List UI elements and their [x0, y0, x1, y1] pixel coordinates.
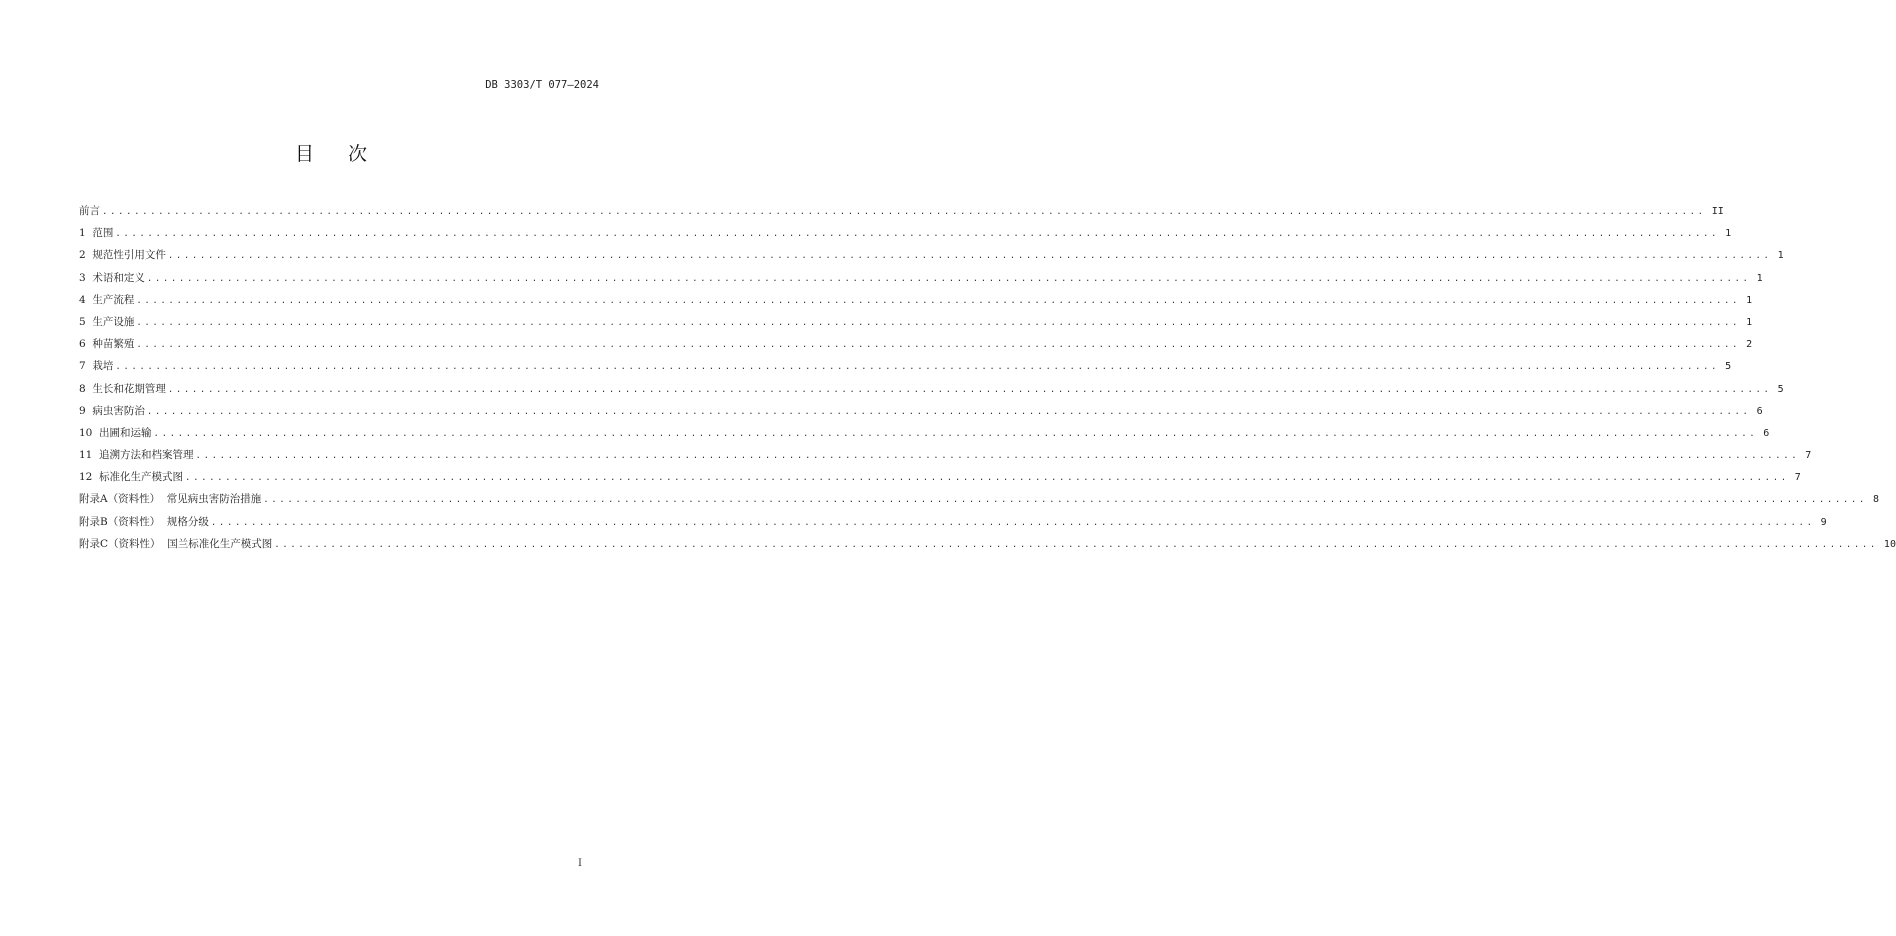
toc-entry[interactable] [79, 466, 1801, 488]
toc-entry-page: II [1711, 206, 1724, 217]
page-number: I [578, 858, 582, 869]
toc-dot-leader: ........................................................................................................................................................................................................ [263, 495, 1867, 506]
toc-entry[interactable] [79, 533, 1896, 555]
toc-entry-page: 1 [1777, 250, 1784, 262]
toc-entry-page: 1 [1725, 228, 1732, 240]
toc-entry-page: 5 [1725, 361, 1732, 373]
toc-entry[interactable] [79, 511, 1827, 533]
toc-entry-page: 1 [1756, 272, 1763, 284]
toc-entry-page: 8 [1872, 494, 1879, 506]
toc-entry-label: 6 种苗繁殖 [79, 338, 135, 351]
toc-entry-page: 1 [1746, 294, 1753, 306]
toc-dot-leader: ........................................................................................................................................................................................................ [167, 384, 1772, 395]
toc-dot-leader: ........................................................................................................................................................................................................ [136, 340, 1741, 351]
toc-entry-label: 1 范围 [79, 227, 114, 240]
page-title: 目次 [294, 143, 401, 165]
toc-dot-leader: ........................................................................................................................................................................................................ [185, 473, 1789, 484]
toc-entry-page: 6 [1763, 427, 1770, 439]
toc-entry-label: 前言 [79, 205, 100, 217]
toc-entry-label: 4 生产流程 [79, 293, 135, 306]
toc-entry-page: 10 [1883, 538, 1896, 550]
toc-entry-label: 9 病虫害防治 [79, 404, 145, 417]
toc-entry[interactable] [79, 222, 1732, 244]
toc-entry-page: 2 [1746, 339, 1753, 351]
toc-entry[interactable] [79, 311, 1753, 333]
toc-entry-page: 5 [1777, 383, 1784, 395]
toc-dot-leader: ........................................................................................................................................................................................................ [195, 451, 1800, 462]
toc-entry-page: 1 [1746, 316, 1753, 328]
toc-entry[interactable] [79, 488, 1879, 510]
toc-entry-page: 7 [1805, 450, 1812, 462]
toc-entry[interactable] [79, 422, 1770, 444]
toc-dot-leader: ........................................................................................................................................................................................................ [115, 362, 1720, 373]
toc-dot-leader: ........................................................................................................................................................................................................ [115, 229, 1720, 240]
toc-entry-label: 5 生产设施 [79, 315, 135, 328]
toc-entry-label: 附录B（资料性） 规格分级 [79, 515, 209, 528]
toc-dot-leader: ........................................................................................................................................................................................................ [136, 317, 1741, 328]
toc-entry-label: 附录C（资料性） 国兰标准化生产模式图 [79, 537, 273, 550]
toc-entry[interactable] [79, 378, 1784, 400]
table-of-contents [79, 200, 1896, 555]
toc-entry-page: 7 [1794, 472, 1801, 484]
toc-entry-page: 9 [1820, 516, 1827, 528]
document-code: DB 3303/T 077—2024 [485, 79, 599, 91]
toc-entry[interactable] [79, 200, 1724, 222]
toc-entry-label: 10 出圃和运输 [79, 426, 152, 439]
toc-dot-leader: ........................................................................................................................................................................................................ [210, 517, 1815, 528]
toc-entry-label: 附录A（资料性） 常见病虫害防治措施 [79, 493, 262, 506]
toc-entry[interactable] [79, 400, 1763, 422]
toc-entry[interactable] [79, 355, 1732, 377]
toc-dot-leader: ........................................................................................................................................................................................................ [102, 207, 1706, 217]
toc-entry-label: 3 术语和定义 [79, 271, 145, 284]
toc-dot-leader: ........................................................................................................................................................................................................ [153, 428, 1758, 439]
toc-entry-label: 2 规范性引用文件 [79, 249, 166, 262]
toc-dot-leader: ........................................................................................................................................................................................................ [274, 539, 1878, 550]
toc-dot-leader: ........................................................................................................................................................................................................ [146, 273, 1751, 284]
toc-entry-page: 6 [1756, 405, 1763, 417]
toc-dot-leader: ........................................................................................................................................................................................................ [136, 295, 1741, 306]
toc-entry[interactable] [79, 244, 1784, 266]
toc-entry-label: 12 标准化生产模式图 [79, 471, 184, 484]
toc-entry[interactable] [79, 267, 1763, 289]
toc-dot-leader: ........................................................................................................................................................................................................ [146, 406, 1751, 417]
toc-entry-label: 8 生长和花期管理 [79, 382, 166, 395]
toc-entry-label: 7 栽培 [79, 360, 114, 373]
toc-entry[interactable] [79, 333, 1753, 355]
toc-entry-label: 11 追溯方法和档案管理 [79, 449, 194, 462]
toc-entry[interactable] [79, 444, 1812, 466]
toc-dot-leader: ........................................................................................................................................................................................................ [167, 251, 1772, 262]
toc-entry[interactable] [79, 289, 1753, 311]
